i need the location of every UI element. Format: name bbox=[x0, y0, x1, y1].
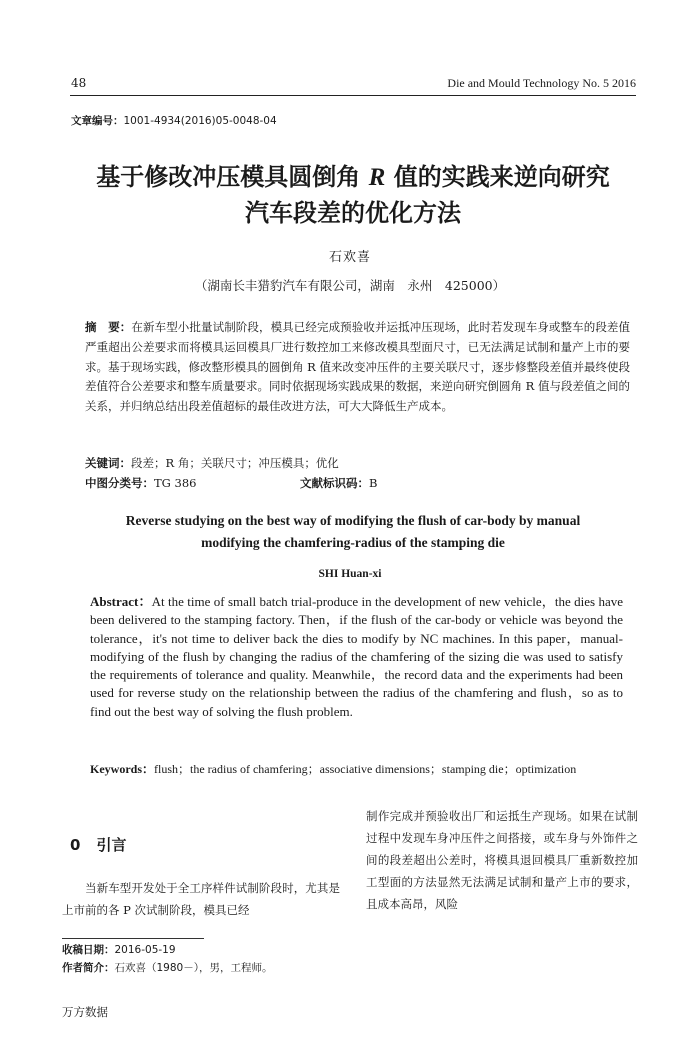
english-abstract bbox=[90, 593, 623, 721]
article-number bbox=[71, 113, 277, 128]
left-paragraph: 当新车型开发处于全工序样件试制阶段时，尤其是上市前的各 P 次试制阶段，模具已经 bbox=[62, 881, 340, 917]
affiliation: （湖南长丰猎豹汽车有限公司，湖南 永州 425000） bbox=[194, 278, 506, 293]
right-paragraph: 制作完成并预验收出厂和运抵生产现场。如果在试制过程中发现车身冲压件之间搭接，或车身与外饰件之间的段差超出公差时，将模具退回模具厂重新数控加工型面的方法显然无法满足试制和量产上市的要求，且成本高昂，风险 bbox=[366, 809, 638, 911]
clc-value: TG 386 bbox=[154, 476, 197, 490]
bio-label: 作者简介： bbox=[62, 962, 115, 974]
english-author: SHI Huan-xi bbox=[318, 568, 382, 580]
received-date bbox=[62, 942, 176, 957]
english-abstract-text: At the time of small batch trial-produce in the development of new vehicle，the dies have been delivered to the stamping factory. Then，if the flush of the car-body or vehicle was beyond the tolerance，it's not time to deliver back the dies to modify by NC machines. In this paper，manual-modifying of the flush by changing the radius of the chamfering of the sizing die was used to satisfy the requirements of tolerance and quality. Meanwhile，the record data and the experiments had been used for reverse study on the relationship between the radius of the chamfering and flush，so as to find out the best way of solving the flush problem. bbox=[90, 594, 623, 719]
section-heading bbox=[70, 834, 126, 855]
title-suffix: 值的实践来逆向研究 bbox=[385, 163, 610, 191]
keywords-label: 关键词： bbox=[85, 456, 131, 470]
paper-title-line1 bbox=[60, 157, 646, 192]
received-value: 2016-05-19 bbox=[114, 944, 176, 956]
english-keywords-text: flush；the radius of chamfering；associative dimensions；stamping die；optimization bbox=[154, 762, 577, 776]
english-title-line1: Reverse studying on the best way of modifying the flush of car-body by manual bbox=[125, 513, 581, 528]
body-right-column bbox=[366, 805, 638, 915]
english-title-line2: modifying the chamfering-radius of the stamping die bbox=[201, 535, 505, 550]
received-label: 收稿日期： bbox=[62, 944, 115, 956]
title-prefix: 基于修改冲压模具圆倒角 bbox=[96, 163, 369, 191]
abstract-label: 摘 要： bbox=[85, 320, 132, 334]
keywords-text: 段差；R 角；关联尺寸；冲压模具；优化 bbox=[131, 456, 339, 470]
english-keywords-label: Keywords： bbox=[90, 762, 154, 776]
doc-code-value: B bbox=[369, 476, 378, 490]
article-number-value: 1001-4934(2016)05-0048-04 bbox=[123, 115, 277, 127]
clc-label: 中图分类号： bbox=[85, 476, 154, 490]
running-header: Die and Mould Technology No. 5 2016 bbox=[447, 76, 636, 90]
english-keywords bbox=[90, 760, 630, 777]
author-bio bbox=[62, 960, 272, 975]
footnote-rule bbox=[62, 938, 204, 939]
header-rule bbox=[70, 95, 636, 96]
paper-title-line2: 汽车段差的优化方法 bbox=[245, 199, 461, 227]
article-number-label: 文章编号： bbox=[71, 115, 124, 127]
english-abstract-label: Abstract： bbox=[90, 594, 152, 609]
document-code bbox=[300, 475, 377, 491]
section-number: 0 bbox=[70, 836, 81, 854]
chinese-abstract bbox=[85, 318, 630, 417]
abstract-text: 在新车型小批量试制阶段，模具已经完成预验收并运抵冲压现场，此时若发现车身或整车的段差值严重超出公差要求而将模具运回模具厂进行数控加工来修改模具型面尺寸，已无法满足试制和量产上市的要求。基于现场实践，修改整形模具的圆倒角 R 值来改变冲压件的主要关联尺寸，逐步修整段差值并最终使段差值符合公差要求和整车质量要求。同时依据现场实践成果的数据，来逆向研究倒圆角 R 值与段差值之间的关系，并归纳总结出段差值超标的最佳改进方法，可大大降低生产成本。 bbox=[85, 320, 631, 414]
doc-code-label: 文献标识码： bbox=[300, 476, 369, 490]
title-r-symbol: R bbox=[368, 164, 386, 191]
bio-value: 石欢喜（1980－），男，工程师。 bbox=[114, 962, 273, 974]
watermark: 万方数据 bbox=[62, 1005, 108, 1019]
clc-number bbox=[85, 475, 196, 491]
chinese-keywords bbox=[85, 455, 339, 471]
body-left-column bbox=[62, 877, 340, 921]
author-name: 石欢喜 bbox=[328, 250, 371, 265]
page-number: 48 bbox=[71, 76, 87, 90]
section-title: 引言 bbox=[96, 836, 127, 854]
